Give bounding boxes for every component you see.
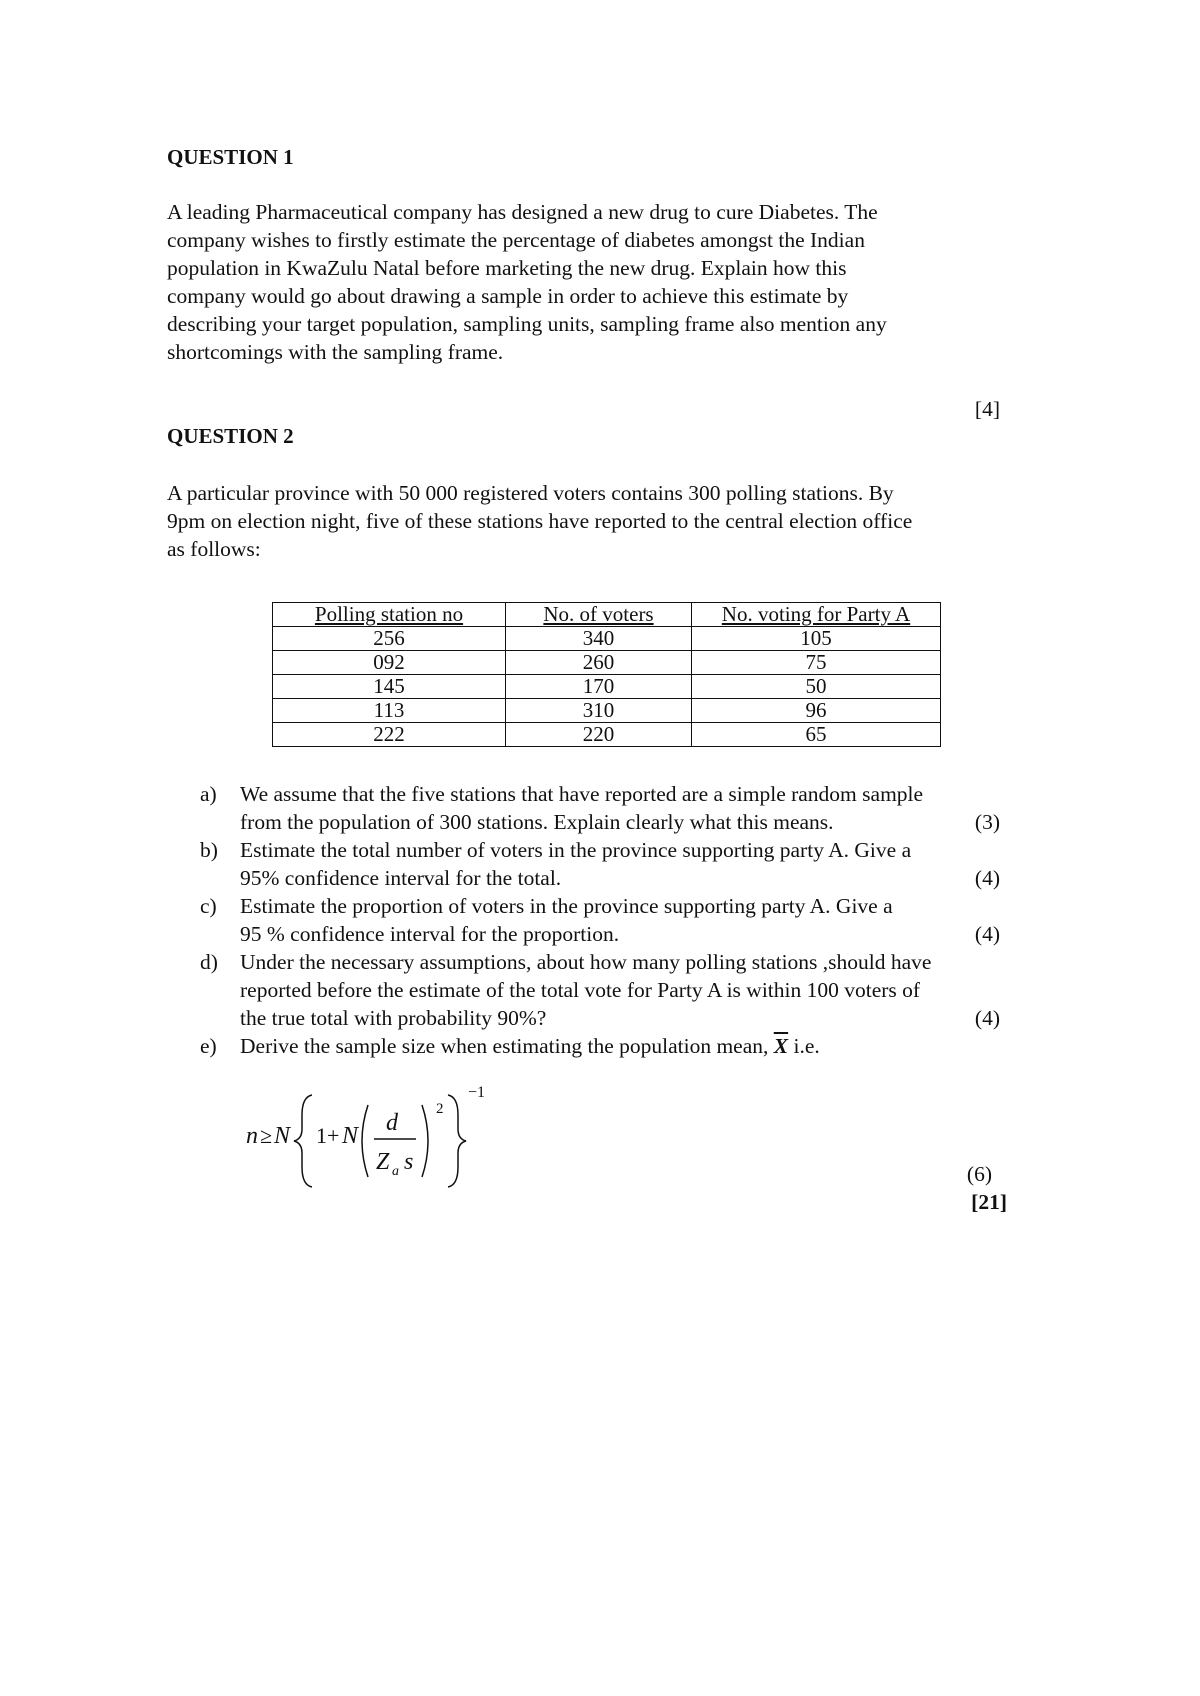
x-bar-symbol: $\overline{X}$	[773, 1034, 789, 1058]
formula-geq: ≥	[260, 1123, 273, 1148]
sub-question-d	[200, 948, 1040, 1032]
item-line: 95 % confidence interval for the proportion.	[240, 922, 620, 946]
formula-alpha: a	[392, 1164, 399, 1179]
column-header: Polling station no	[273, 603, 506, 627]
table-cell: 65	[692, 723, 941, 747]
table-cell: 105	[692, 627, 941, 651]
item-letter: c)	[200, 894, 217, 918]
table-cell: 092	[273, 651, 506, 675]
item-line: 95% confidence interval for the total.	[240, 866, 562, 890]
table-cell: 75	[692, 651, 941, 675]
item-line: Estimate the total number of voters in the province supporting party A. Give a	[240, 838, 912, 862]
table-row	[273, 699, 941, 723]
item-line: Under the necessary assumptions, about how many polling stations ,should have	[240, 950, 932, 974]
left-paren	[362, 1105, 368, 1177]
item-marks: (4)	[974, 1006, 1000, 1030]
formula-N: N	[274, 1123, 291, 1149]
formula-s: s	[404, 1149, 414, 1175]
item-letter: b)	[200, 838, 218, 862]
item-marks: (4)	[974, 866, 1000, 890]
question-1-line: A leading Pharmaceutical company has designed a new drug to cure Diabetes. The	[167, 200, 878, 224]
item-line: Derive the sample size when estimating the population mean,	[240, 1034, 769, 1058]
item-letter: a)	[200, 782, 217, 806]
table-header-row	[273, 603, 941, 627]
table-cell: 340	[506, 627, 692, 651]
sample-size-formula	[244, 1085, 504, 1195]
polling-table	[272, 602, 941, 747]
table-row	[273, 723, 941, 747]
table-cell: 113	[273, 699, 506, 723]
table-cell: 310	[506, 699, 692, 723]
question-2-line: A particular province with 50 000 registered voters contains 300 polling stations. By	[167, 481, 894, 505]
question-2-heading: QUESTION 2	[167, 424, 294, 448]
table-cell: 222	[273, 723, 506, 747]
right-brace	[448, 1095, 466, 1187]
formula-square: 2	[436, 1101, 444, 1117]
item-line: from the population of 300 stations. Explain clearly what this means.	[240, 810, 834, 834]
question-1-text	[167, 198, 1037, 366]
question-1-line: shortcomings with the sampling frame.	[167, 340, 504, 364]
question-1-heading: QUESTION 1	[167, 145, 294, 169]
sub-question-b	[200, 836, 1040, 892]
question-1-line: describing your target population, sampling units, sampling frame also mention any	[167, 312, 887, 336]
sub-question-e-marks: (6)	[966, 1162, 992, 1186]
sub-question-c	[200, 892, 1040, 948]
table-cell: 170	[506, 675, 692, 699]
table-cell: 145	[273, 675, 506, 699]
item-line: Estimate the proportion of voters in the province supporting party A. Give a	[240, 894, 893, 918]
table-row	[273, 675, 941, 699]
table-cell: 260	[506, 651, 692, 675]
item-line: the true total with probability 90%?	[240, 1006, 547, 1030]
formula-N-inner: N	[342, 1123, 359, 1149]
item-letter: e)	[200, 1034, 217, 1058]
table-cell: 50	[692, 675, 941, 699]
sub-question-e	[200, 1032, 1040, 1060]
item-line: reported before the estimate of the total vote for Party A is within 100 voters of	[240, 978, 921, 1002]
item-line: We assume that the five stations that have reported are a simple random sample	[240, 782, 924, 806]
sub-question-list	[200, 780, 1040, 1060]
column-header: No. of voters	[506, 603, 692, 627]
question-1-line: company wishes to firstly estimate the percentage of diabetes amongst the Indian	[167, 228, 865, 252]
table-row	[273, 651, 941, 675]
item-letter: d)	[200, 950, 218, 974]
item-marks: (3)	[974, 810, 1000, 834]
right-paren	[422, 1105, 428, 1177]
item-suffix: i.e.	[788, 1034, 820, 1058]
formula-one-plus: 1+	[316, 1123, 340, 1148]
question-1-line: company would go about drawing a sample in order to achieve this estimate by	[167, 284, 849, 308]
table-cell: 96	[692, 699, 941, 723]
table-cell: 220	[506, 723, 692, 747]
question-1-line: population in KwaZulu Natal before marketing the new drug. Explain how this	[167, 256, 847, 280]
column-header: No. voting for Party A	[692, 603, 941, 627]
table-row	[273, 627, 941, 651]
sub-question-a	[200, 780, 1040, 836]
formula-n: n	[246, 1123, 258, 1149]
formula-d: d	[386, 1110, 398, 1136]
item-marks: (4)	[974, 922, 1000, 946]
question-2-line: as follows:	[167, 537, 261, 561]
question-1-marks: [4]	[974, 397, 1000, 421]
question-2-line: 9pm on election night, five of these stations have reported to the central election office	[167, 509, 913, 533]
formula-Z: Z	[376, 1149, 390, 1175]
formula-minus-one: −1	[468, 1085, 486, 1101]
table-cell: 256	[273, 627, 506, 651]
left-brace	[294, 1095, 312, 1187]
question-2-text	[167, 479, 1037, 563]
question-2-total: [21]	[971, 1190, 1007, 1214]
